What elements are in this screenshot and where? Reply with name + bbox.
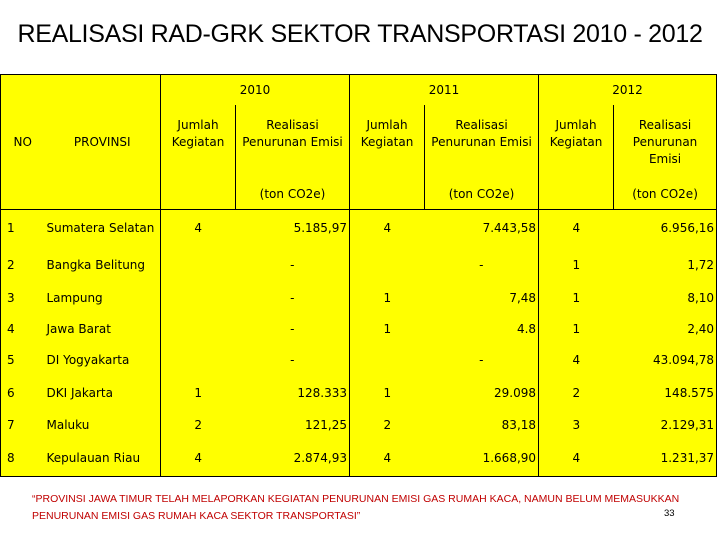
row-no: 5: [1, 344, 45, 375]
table-row: [1, 441, 717, 477]
table-row: [1, 410, 717, 441]
table-row: [1, 314, 717, 345]
year-2011-header: 2011: [350, 75, 539, 106]
realisasi-2010-header: Realisasi Penurunan Emisi: [236, 105, 350, 179]
row-emisi-2012: 1,72: [614, 246, 717, 283]
row-no: 8: [1, 441, 45, 477]
row-emisi-2012: 8,10: [614, 283, 717, 314]
row-kegiatan-2012: 1: [572, 291, 581, 306]
row-kegiatan-2010: 4: [194, 221, 203, 236]
row-no: 3: [1, 283, 45, 314]
row-no: 4: [1, 314, 45, 345]
row-no: 7: [1, 410, 45, 441]
row-province: Lampung: [45, 283, 161, 314]
table-row: [1, 246, 717, 283]
row-emisi-2010: -: [236, 283, 350, 314]
table-row: [1, 283, 717, 314]
row-province: Sumatera Selatan: [45, 209, 161, 246]
header-year-row: [1, 75, 717, 106]
table-row: [1, 375, 717, 410]
row-province: Kepulauan Riau: [45, 441, 161, 477]
row-province: Maluku: [45, 410, 161, 441]
no-header: NO: [1, 105, 45, 179]
row-province: Jawa Barat: [45, 314, 161, 345]
unit-2010: (ton CO2e): [236, 179, 350, 210]
row-kegiatan-2011: 1: [383, 291, 392, 306]
row-province: DI Yogyakarta: [45, 344, 161, 375]
row-emisi-2011: 7.443,58: [425, 209, 539, 246]
row-kegiatan-2010: 1: [194, 385, 203, 400]
row-kegiatan-2012: 1: [572, 322, 581, 337]
row-kegiatan-2011: 2: [383, 418, 392, 433]
jumlah-kegiatan-2011-header: Jumlah Kegiatan: [350, 105, 425, 179]
row-province: Bangka Belitung: [45, 246, 161, 283]
row-emisi-2011: 83,18: [425, 410, 539, 441]
jumlah-kegiatan-2010-header: Jumlah Kegiatan: [161, 105, 236, 179]
row-emisi-2011: 4.8: [425, 314, 539, 345]
row-emisi-2010: 2.874,93: [236, 441, 350, 477]
realisasi-table: [0, 74, 717, 477]
row-kegiatan-2010: 4: [161, 441, 236, 477]
province-header: PROVINSI: [45, 105, 161, 179]
row-emisi-2011: 7,48: [425, 283, 539, 314]
row-emisi-2011: 29.098: [425, 375, 539, 410]
row-kegiatan-2010: [161, 246, 236, 283]
row-kegiatan-2012: 4: [572, 352, 581, 367]
unit-2012: (ton CO2e): [614, 179, 717, 210]
page-title: REALISASI RAD-GRK SEKTOR TRANSPORTASI 2010 - 2012: [17, 20, 703, 48]
row-no: 2: [1, 246, 45, 283]
row-emisi-2012: 2,40: [614, 314, 717, 345]
row-kegiatan-2010: 2: [194, 418, 203, 433]
row-emisi-2010: -: [236, 314, 350, 345]
row-province: DKI Jakarta: [45, 375, 161, 410]
header-unit-row: [1, 179, 717, 210]
row-kegiatan-2012: 4: [572, 221, 581, 236]
row-emisi-2012: 6.956,16: [614, 209, 717, 246]
row-kegiatan-2012: 1: [572, 257, 581, 272]
header-subcolumn-row: [1, 105, 717, 179]
row-emisi-2012: 2.129,31: [614, 410, 717, 441]
row-no: 6: [1, 375, 45, 410]
row-emisi-2010: 121,25: [236, 410, 350, 441]
row-kegiatan-2012: 4: [539, 441, 614, 477]
row-kegiatan-2012: 2: [572, 385, 581, 400]
row-emisi-2010: -: [236, 344, 350, 375]
page-number: 33: [664, 508, 675, 519]
unit-2011: (ton CO2e): [425, 179, 539, 210]
row-kegiatan-2010: [161, 283, 236, 314]
row-kegiatan-2011: 1: [383, 322, 392, 337]
row-kegiatan-2011: [350, 246, 425, 283]
row-kegiatan-2010: [161, 344, 236, 375]
table-row: [1, 344, 717, 375]
row-kegiatan-2011: 4: [350, 441, 425, 477]
jumlah-kegiatan-2012-header: Jumlah Kegiatan: [539, 105, 614, 179]
row-emisi-2012: 1.231,37: [614, 441, 717, 477]
row-emisi-2012: 148.575: [614, 375, 717, 410]
row-kegiatan-2011: 4: [383, 221, 392, 236]
realisasi-2012-header: Realisasi Penurunan Emisi: [614, 105, 717, 179]
row-kegiatan-2011: [350, 344, 425, 375]
row-emisi-2010: 128.333: [236, 375, 350, 410]
realisasi-2011-header: Realisasi Penurunan Emisi: [425, 105, 539, 179]
row-kegiatan-2011: 1: [383, 385, 392, 400]
year-2010-header: 2010: [161, 75, 350, 106]
row-kegiatan-2010: [161, 314, 236, 345]
row-emisi-2010: -: [236, 246, 350, 283]
row-emisi-2010: 5.185,97: [236, 209, 350, 246]
row-no: 1: [1, 209, 45, 246]
row-emisi-2011: -: [425, 344, 539, 375]
row-emisi-2011: 1.668,90: [425, 441, 539, 477]
footer-note: “PROVINSI JAWA TIMUR TELAH MELAPORKAN KEGIATAN PENURUNAN EMISI GAS RUMAH KACA, NAMUN BELUM MEMASUKKAN PENURUNAN EMISI GAS RUMAH KACA SEKTOR TRANSPORTASI”: [32, 493, 680, 522]
row-emisi-2011: -: [425, 246, 539, 283]
year-2012-header: 2012: [539, 75, 717, 106]
row-emisi-2012: 43.094,78: [614, 344, 717, 375]
row-kegiatan-2012: 3: [572, 418, 581, 433]
table-row: [1, 209, 717, 246]
